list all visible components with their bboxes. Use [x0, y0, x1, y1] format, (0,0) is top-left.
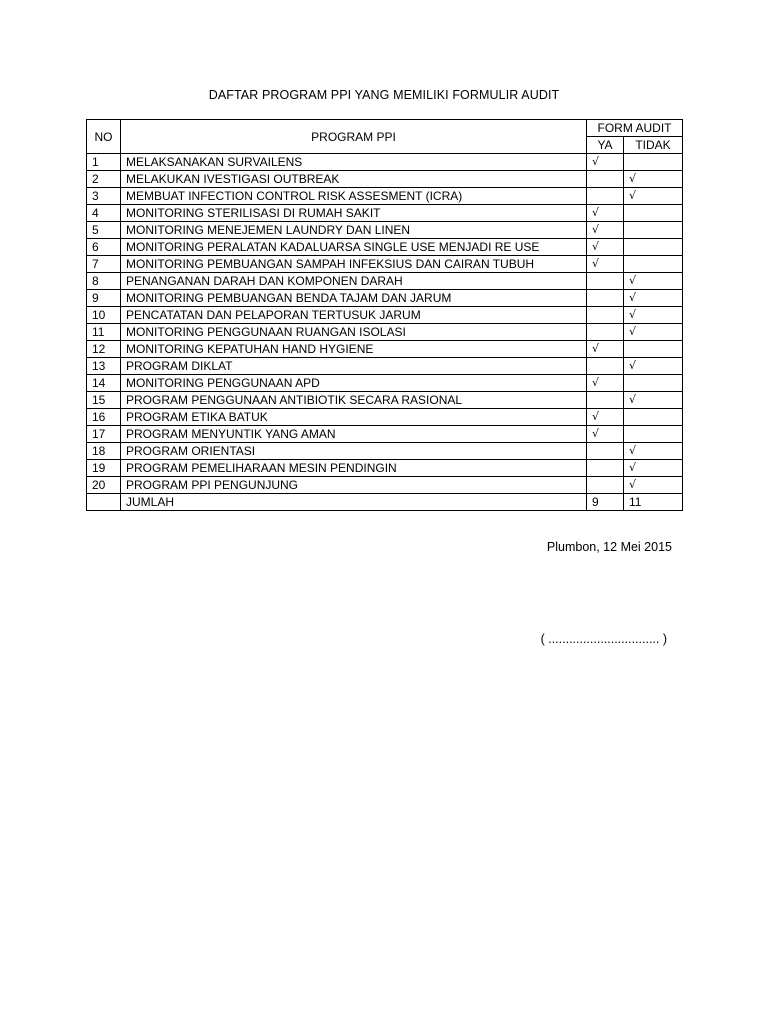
row-number: 4 — [87, 205, 121, 222]
row-ya — [587, 171, 624, 188]
row-tidak: √ — [624, 460, 683, 477]
row-program: MEMBUAT INFECTION CONTROL RISK ASSESMENT (ICRA) — [121, 188, 587, 205]
row-program: PENANGANAN DARAH DAN KOMPONEN DARAH — [121, 273, 587, 290]
row-number: 19 — [87, 460, 121, 477]
row-ya: √ — [587, 205, 624, 222]
table-row — [87, 392, 683, 409]
signature-line: ( ................................ ) — [540, 632, 667, 646]
total-row — [87, 494, 683, 511]
table-row — [87, 324, 683, 341]
row-ya: √ — [587, 222, 624, 239]
row-ya — [587, 324, 624, 341]
row-tidak: √ — [624, 188, 683, 205]
total-no — [87, 494, 121, 511]
table-row — [87, 443, 683, 460]
row-program: MELAKSANAKAN SURVAILENS — [121, 154, 587, 171]
document-title: DAFTAR PROGRAM PPI YANG MEMILIKI FORMULIR AUDIT — [208, 88, 560, 102]
row-tidak — [624, 426, 683, 443]
row-number: 6 — [87, 239, 121, 256]
table-row — [87, 222, 683, 239]
table-row — [87, 256, 683, 273]
row-ya: √ — [587, 426, 624, 443]
row-number: 5 — [87, 222, 121, 239]
table-row — [87, 188, 683, 205]
table-row — [87, 477, 683, 494]
place-date: Plumbon, 12 Mei 2015 — [546, 540, 672, 554]
row-ya — [587, 290, 624, 307]
row-ya: √ — [587, 341, 624, 358]
row-program: MONITORING PEMBUANGAN SAMPAH INFEKSIUS DAN CAIRAN TUBUH — [121, 256, 587, 273]
row-tidak: √ — [624, 307, 683, 324]
table-row — [87, 205, 683, 222]
audit-table-footer — [87, 494, 683, 511]
audit-table — [86, 119, 683, 511]
row-tidak: √ — [624, 171, 683, 188]
row-number: 1 — [87, 154, 121, 171]
row-program: MONITORING STERILISASI DI RUMAH SAKIT — [121, 205, 587, 222]
row-program: PROGRAM PEMELIHARAAN MESIN PENDINGIN — [121, 460, 587, 477]
row-number: 8 — [87, 273, 121, 290]
row-ya — [587, 358, 624, 375]
table-row — [87, 341, 683, 358]
row-program: MONITORING MENEJEMEN LAUNDRY DAN LINEN — [121, 222, 587, 239]
row-number: 12 — [87, 341, 121, 358]
row-program: PROGRAM ETIKA BATUK — [121, 409, 587, 426]
row-ya — [587, 443, 624, 460]
row-ya — [587, 273, 624, 290]
row-number: 15 — [87, 392, 121, 409]
row-program: PENCATATAN DAN PELAPORAN TERTUSUK JARUM — [121, 307, 587, 324]
row-program: MELAKUKAN IVESTIGASI OUTBREAK — [121, 171, 587, 188]
row-tidak: √ — [624, 290, 683, 307]
total-label: JUMLAH — [121, 494, 587, 511]
row-ya: √ — [587, 375, 624, 392]
row-program: PROGRAM MENYUNTIK YANG AMAN — [121, 426, 587, 443]
row-number: 7 — [87, 256, 121, 273]
header-form-audit: FORM AUDIT — [587, 120, 683, 137]
table-row — [87, 171, 683, 188]
table-row — [87, 273, 683, 290]
table-row — [87, 290, 683, 307]
row-number: 20 — [87, 477, 121, 494]
table-row — [87, 409, 683, 426]
table-row — [87, 358, 683, 375]
row-program: MONITORING PERALATAN KADALUARSA SINGLE USE MENJADI RE USE — [121, 239, 587, 256]
row-ya — [587, 307, 624, 324]
row-number: 14 — [87, 375, 121, 392]
row-tidak — [624, 205, 683, 222]
header-ya: YA — [587, 137, 624, 154]
row-ya — [587, 477, 624, 494]
row-ya — [587, 188, 624, 205]
row-number: 2 — [87, 171, 121, 188]
row-tidak — [624, 154, 683, 171]
total-ya: 9 — [587, 494, 624, 511]
row-number: 9 — [87, 290, 121, 307]
row-program: MONITORING PEMBUANGAN BENDA TAJAM DAN JARUM — [121, 290, 587, 307]
row-program: PROGRAM PPI PENGUNJUNG — [121, 477, 587, 494]
row-program: MONITORING PENGGUNAAN RUANGAN ISOLASI — [121, 324, 587, 341]
row-tidak: √ — [624, 477, 683, 494]
row-number: 16 — [87, 409, 121, 426]
row-program: PROGRAM ORIENTASI — [121, 443, 587, 460]
row-ya: √ — [587, 239, 624, 256]
header-program: PROGRAM PPI — [121, 120, 587, 154]
row-tidak — [624, 222, 683, 239]
row-program: MONITORING PENGGUNAAN APD — [121, 375, 587, 392]
row-number: 18 — [87, 443, 121, 460]
row-tidak: √ — [624, 392, 683, 409]
table-row — [87, 154, 683, 171]
audit-table-header — [87, 120, 683, 154]
table-row — [87, 426, 683, 443]
row-ya: √ — [587, 154, 624, 171]
row-program: MONITORING KEPATUHAN HAND HYGIENE — [121, 341, 587, 358]
row-number: 13 — [87, 358, 121, 375]
row-program: PROGRAM DIKLAT — [121, 358, 587, 375]
row-ya: √ — [587, 256, 624, 273]
total-tidak: 11 — [624, 494, 683, 511]
row-ya: √ — [587, 409, 624, 426]
header-no: NO — [87, 120, 121, 154]
row-tidak — [624, 239, 683, 256]
row-tidak: √ — [624, 324, 683, 341]
row-tidak — [624, 375, 683, 392]
table-row — [87, 239, 683, 256]
table-row — [87, 307, 683, 324]
table-row — [87, 460, 683, 477]
row-ya — [587, 392, 624, 409]
row-number: 17 — [87, 426, 121, 443]
row-program: PROGRAM PENGGUNAAN ANTIBIOTIK SECARA RASIONAL — [121, 392, 587, 409]
row-tidak — [624, 409, 683, 426]
row-number: 10 — [87, 307, 121, 324]
row-tidak: √ — [624, 443, 683, 460]
header-tidak: TIDAK — [624, 137, 683, 154]
row-tidak: √ — [624, 273, 683, 290]
row-number: 11 — [87, 324, 121, 341]
table-row — [87, 375, 683, 392]
row-number: 3 — [87, 188, 121, 205]
row-tidak — [624, 341, 683, 358]
row-tidak: √ — [624, 358, 683, 375]
row-ya — [587, 460, 624, 477]
audit-table-body — [87, 154, 683, 494]
row-tidak — [624, 256, 683, 273]
